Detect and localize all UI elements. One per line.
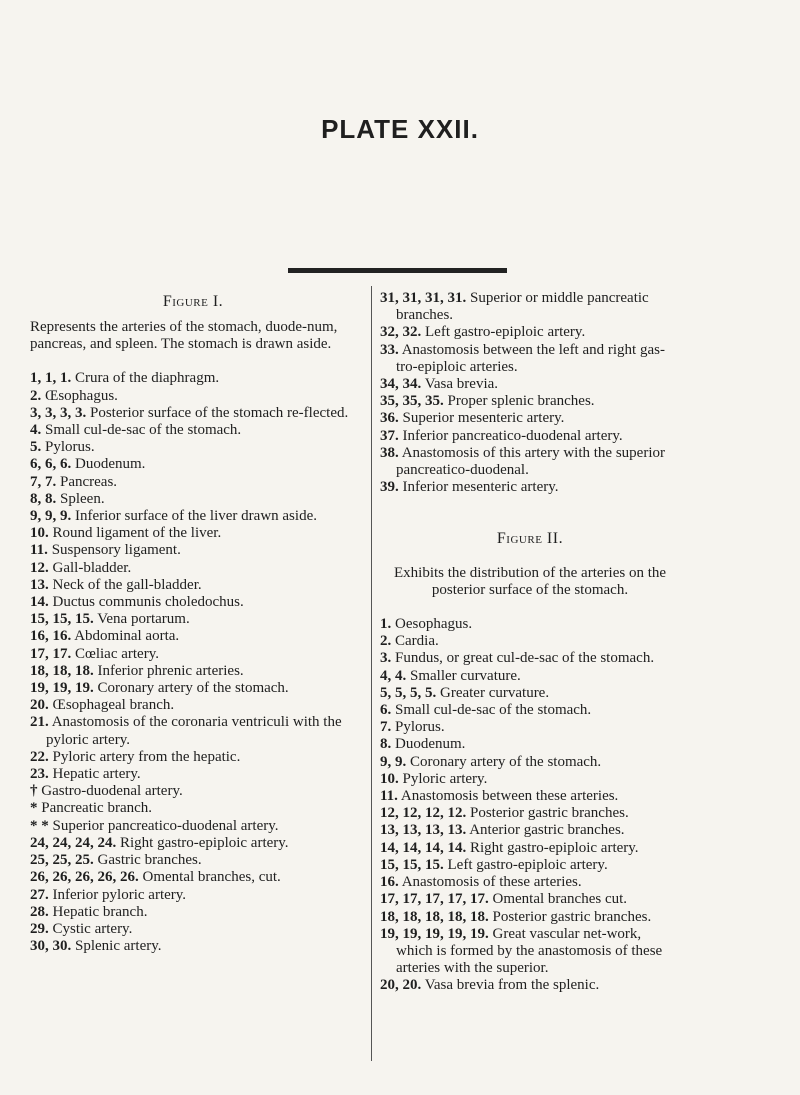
legend-item bbox=[30, 388, 356, 405]
legend-item bbox=[380, 668, 680, 685]
legend-item bbox=[30, 525, 356, 542]
legend-item-number: 21. bbox=[30, 714, 49, 731]
legend-item bbox=[30, 766, 356, 783]
legend-item-number: 17, 17, 17, 17, 17. bbox=[380, 891, 489, 908]
legend-item bbox=[30, 542, 356, 559]
legend-item-number: 3. bbox=[380, 650, 392, 667]
legend-item bbox=[30, 904, 356, 921]
legend-item-number: 15, 15, 15. bbox=[380, 856, 444, 873]
legend-item bbox=[380, 909, 680, 926]
legend-item bbox=[380, 771, 680, 788]
legend-item-number: 23. bbox=[30, 766, 49, 783]
legend-item bbox=[30, 405, 356, 422]
legend-item bbox=[380, 977, 680, 994]
legend-item-text: Posterior gastric branches. bbox=[492, 908, 652, 925]
legend-item bbox=[30, 594, 356, 611]
legend-item bbox=[30, 869, 356, 886]
legend-item-text: Anastomosis between the left and right gas-tro-epiploic arteries. bbox=[396, 341, 665, 375]
legend-item-text: Gastric branches. bbox=[97, 852, 202, 869]
legend-item bbox=[380, 891, 680, 908]
legend-item-number: 38. bbox=[380, 444, 399, 461]
legend-item-text: Suspensory ligament. bbox=[51, 542, 181, 559]
legend-item-number: 32, 32. bbox=[380, 324, 422, 341]
legend-item-text: Pyloric artery from the hepatic. bbox=[52, 748, 241, 765]
legend-item-text: Greater curvature. bbox=[440, 684, 550, 701]
legend-item-text: Splenic artery. bbox=[75, 938, 162, 955]
legend-item-number: 2. bbox=[380, 633, 392, 650]
legend-item-text: Pylorus. bbox=[395, 719, 445, 736]
legend-item-text: Hepatic branch. bbox=[52, 903, 148, 920]
legend-item-number: 22. bbox=[30, 748, 49, 765]
legend-item-number: 10. bbox=[30, 525, 49, 542]
legend-item-number: 5. bbox=[30, 439, 42, 456]
legend-item-text: Œsophagus. bbox=[45, 387, 118, 404]
legend-item-text: Pyloric artery. bbox=[402, 770, 488, 787]
legend-item-text: Vasa brevia. bbox=[424, 376, 499, 393]
legend-item bbox=[380, 874, 680, 891]
legend-item bbox=[380, 719, 680, 736]
legend-item-number: 18, 18, 18. bbox=[30, 662, 94, 679]
legend-item-text: Gall-bladder. bbox=[52, 559, 132, 576]
legend-item-number: 26, 26, 26, 26, 26. bbox=[30, 869, 139, 886]
legend-item-text: Hepatic artery. bbox=[52, 766, 141, 783]
legend-item-text: Left gastro-epiploic artery. bbox=[447, 856, 608, 873]
legend-item-text: Anastomosis between these arteries. bbox=[400, 788, 619, 805]
legend-item-number: 11. bbox=[380, 788, 398, 805]
legend-item-text: Omental branches cut. bbox=[492, 891, 628, 908]
column-divider bbox=[371, 286, 372, 1061]
legend-item-text: Great vascular net-work, which is formed by the anastomosis of these arteries with the superior. bbox=[396, 925, 663, 977]
legend-item-text: Inferior pyloric artery. bbox=[52, 886, 187, 903]
legend-item bbox=[380, 736, 680, 753]
legend-item-number: 24, 24, 24, 24. bbox=[30, 834, 117, 851]
legend-item bbox=[380, 376, 680, 393]
legend-item-text: Coronary artery of the stomach. bbox=[410, 753, 602, 770]
legend-item bbox=[30, 577, 356, 594]
legend-item-number: * bbox=[30, 800, 38, 817]
legend-item bbox=[380, 633, 680, 650]
legend-item-number: 19, 19, 19, 19, 19. bbox=[380, 925, 489, 942]
legend-item bbox=[30, 370, 356, 387]
legend-item bbox=[30, 783, 356, 800]
legend-item-number: 28. bbox=[30, 903, 49, 920]
legend-item-number: 6. bbox=[380, 702, 392, 719]
legend-item-text: Duodenum. bbox=[75, 456, 146, 473]
figure-2-intro: Exhibits the distribution of the arteries on the posterior surface of the stomach. bbox=[393, 564, 667, 598]
legend-item-number: 8. bbox=[380, 736, 392, 753]
legend-item-number: † bbox=[30, 783, 38, 800]
legend-item-number: 20, 20. bbox=[380, 977, 422, 994]
legend-item-text: Fundus, or great cul-de-sac of the stomach. bbox=[395, 650, 655, 667]
legend-item-text: Inferior surface of the liver drawn aside. bbox=[75, 508, 317, 525]
legend-item-number: 17, 17. bbox=[30, 645, 72, 662]
legend-item-number: 1. bbox=[380, 616, 392, 633]
legend-item bbox=[30, 456, 356, 473]
legend-item-text: Spleen. bbox=[60, 490, 105, 507]
legend-item bbox=[380, 702, 680, 719]
legend-item bbox=[380, 393, 680, 410]
legend-item bbox=[30, 628, 356, 645]
legend-item-text: Pylorus. bbox=[45, 439, 95, 456]
legend-item bbox=[380, 324, 680, 341]
legend-item-text: Superior pancreatico-duodenal artery. bbox=[52, 817, 279, 834]
legend-item bbox=[380, 857, 680, 874]
legend-item-text: Inferior pancreatico-duodenal artery. bbox=[402, 427, 623, 444]
legend-item-text: Omental branches, cut. bbox=[142, 869, 281, 886]
legend-item-number: 4, 4. bbox=[380, 667, 407, 684]
legend-item bbox=[30, 439, 356, 456]
legend-item bbox=[380, 805, 680, 822]
legend-item-text: Inferior mesenteric artery. bbox=[402, 479, 559, 496]
legend-item-text: Small cul-de-sac of the stomach. bbox=[395, 702, 592, 719]
legend-item-number: 35, 35, 35. bbox=[380, 393, 444, 410]
legend-item-number: 5, 5, 5, 5. bbox=[380, 684, 437, 701]
legend-item-number: 7. bbox=[380, 719, 392, 736]
figure-1-legend-list-continued bbox=[380, 290, 680, 496]
figure-2-legend-list bbox=[380, 616, 680, 994]
legend-item bbox=[380, 445, 680, 479]
left-column bbox=[30, 290, 356, 955]
legend-item-number: 31, 31, 31, 31. bbox=[380, 290, 467, 306]
legend-item-number: 10. bbox=[380, 770, 399, 787]
right-column bbox=[380, 290, 680, 995]
legend-item-number: 37. bbox=[380, 427, 399, 444]
legend-item bbox=[30, 714, 356, 748]
legend-item bbox=[30, 560, 356, 577]
legend-item-text: Superior mesenteric artery. bbox=[402, 410, 565, 427]
legend-item-number: 16. bbox=[380, 874, 399, 891]
legend-item-text: Coronary artery of the stomach. bbox=[97, 680, 289, 697]
legend-item bbox=[30, 680, 356, 697]
legend-item-number: 11. bbox=[30, 542, 48, 559]
legend-item-number: 27. bbox=[30, 886, 49, 903]
legend-item-number: 12, 12, 12, 12. bbox=[380, 805, 467, 822]
legend-item bbox=[30, 474, 356, 491]
legend-item-text: Pancreatic branch. bbox=[41, 800, 153, 817]
legend-item bbox=[30, 887, 356, 904]
legend-item-number: 33. bbox=[380, 341, 399, 358]
legend-item-text: Right gastro-epiploic artery. bbox=[470, 839, 639, 856]
legend-item-number: 13, 13, 13, 13. bbox=[380, 822, 467, 839]
legend-item-text: Oesophagus. bbox=[395, 616, 473, 633]
legend-item-number: 18, 18, 18, 18, 18. bbox=[380, 908, 489, 925]
legend-item-number: 9, 9, 9. bbox=[30, 508, 72, 525]
legend-item-number: 34, 34. bbox=[380, 376, 422, 393]
legend-item bbox=[380, 342, 680, 376]
legend-item bbox=[30, 663, 356, 680]
legend-item-text: Small cul-de-sac of the stomach. bbox=[45, 422, 242, 439]
legend-item-number: 25, 25, 25. bbox=[30, 852, 94, 869]
legend-item-text: Right gastro-epiploic artery. bbox=[120, 834, 289, 851]
legend-item bbox=[380, 685, 680, 702]
legend-item bbox=[30, 508, 356, 525]
legend-item-text: Cystic artery. bbox=[52, 920, 133, 937]
legend-item-text: Ductus communis choledochus. bbox=[52, 594, 244, 611]
legend-item bbox=[380, 840, 680, 857]
legend-item-number: 12. bbox=[30, 559, 49, 576]
legend-item-number: 15, 15, 15. bbox=[30, 611, 94, 628]
legend-item bbox=[380, 428, 680, 445]
legend-item bbox=[30, 852, 356, 869]
figure-1-intro: Represents the arteries of the stomach, duode-num, pancreas, and spleen. The stomach is drawn aside. bbox=[30, 319, 338, 353]
legend-item-text: Anterior gastric branches. bbox=[469, 822, 625, 839]
legend-item bbox=[30, 938, 356, 955]
legend-item-number: 2. bbox=[30, 387, 42, 404]
legend-item bbox=[380, 290, 680, 324]
legend-item-text: Round ligament of the liver. bbox=[52, 525, 222, 542]
legend-item bbox=[30, 835, 356, 852]
legend-item-text: Gastro-duodenal artery. bbox=[41, 783, 183, 800]
legend-item-number: 4. bbox=[30, 422, 42, 439]
legend-item bbox=[30, 646, 356, 663]
legend-item-number: 7, 7. bbox=[30, 473, 57, 490]
legend-item-text: Proper splenic branches. bbox=[447, 393, 595, 410]
legend-item bbox=[380, 754, 680, 771]
legend-item-number: 36. bbox=[380, 410, 399, 427]
legend-item-text: Superior or middle pancreatic branches. bbox=[396, 290, 649, 324]
figure-1-heading: Figure I. bbox=[162, 293, 224, 310]
legend-item-number: 3, 3, 3, 3. bbox=[30, 404, 87, 421]
legend-item bbox=[380, 410, 680, 427]
figure-2-heading: Figure II. bbox=[496, 530, 564, 548]
legend-item-text: Cœliac artery. bbox=[75, 645, 159, 662]
legend-item-text: Smaller curvature. bbox=[410, 667, 521, 684]
legend-item bbox=[30, 818, 356, 835]
figure-1-legend-list bbox=[30, 370, 356, 955]
legend-item-text: Posterior surface of the stomach re-flected. bbox=[90, 404, 349, 421]
legend-item bbox=[380, 926, 680, 978]
legend-item-number: 29. bbox=[30, 920, 49, 937]
legend-item-text: Anastomosis of this artery with the superior pancreatico-duodenal. bbox=[396, 444, 665, 479]
legend-item-number: 19, 19, 19. bbox=[30, 680, 94, 697]
legend-item bbox=[380, 650, 680, 667]
legend-item bbox=[30, 422, 356, 439]
legend-item bbox=[30, 611, 356, 628]
legend-item-text: Left gastro-epiploic artery. bbox=[425, 324, 586, 341]
legend-item bbox=[380, 616, 680, 633]
legend-item bbox=[380, 822, 680, 839]
title-rule bbox=[288, 268, 507, 273]
legend-item bbox=[380, 479, 680, 496]
legend-item-text: Anastomosis of the coronaria ventriculi with the pyloric artery. bbox=[46, 714, 342, 748]
legend-item-text: Neck of the gall-bladder. bbox=[52, 576, 202, 593]
legend-item-text: Pancreas. bbox=[60, 473, 118, 490]
legend-item-number: 14, 14, 14, 14. bbox=[380, 839, 467, 856]
legend-item-number: * * bbox=[30, 817, 49, 834]
legend-item-number: 30, 30. bbox=[30, 938, 72, 955]
legend-item bbox=[380, 788, 680, 805]
legend-item-text: Vasa brevia from the splenic. bbox=[424, 977, 600, 994]
legend-item bbox=[30, 800, 356, 817]
legend-item-text: Vena portarum. bbox=[97, 611, 190, 628]
legend-item-text: Anastomosis of these arteries. bbox=[401, 874, 582, 891]
legend-item-number: 8, 8. bbox=[30, 490, 57, 507]
legend-item bbox=[30, 749, 356, 766]
legend-item-text: Œsophageal branch. bbox=[52, 697, 175, 714]
legend-item-number: 14. bbox=[30, 594, 49, 611]
legend-item-text: Abdominal aorta. bbox=[74, 628, 180, 645]
legend-item-number: 13. bbox=[30, 576, 49, 593]
legend-item-text: Inferior phrenic arteries. bbox=[97, 662, 244, 679]
legend-item bbox=[30, 921, 356, 938]
legend-item-number: 20. bbox=[30, 697, 49, 714]
legend-item-text: Crura of the diaphragm. bbox=[75, 370, 220, 387]
legend-item-text: Posterior gastric branches. bbox=[470, 805, 629, 822]
legend-item-text: Cardia. bbox=[395, 633, 439, 650]
legend-item-number: 6, 6, 6. bbox=[30, 456, 72, 473]
plate-title: PLATE XXII. bbox=[321, 114, 479, 144]
legend-item-number: 1, 1, 1. bbox=[30, 370, 72, 387]
legend-item bbox=[30, 491, 356, 508]
legend-item-text: Duodenum. bbox=[395, 736, 466, 753]
legend-item bbox=[30, 697, 356, 714]
legend-item-number: 9, 9. bbox=[380, 753, 407, 770]
legend-item-number: 16, 16. bbox=[30, 628, 72, 645]
legend-item-number: 39. bbox=[380, 479, 399, 496]
